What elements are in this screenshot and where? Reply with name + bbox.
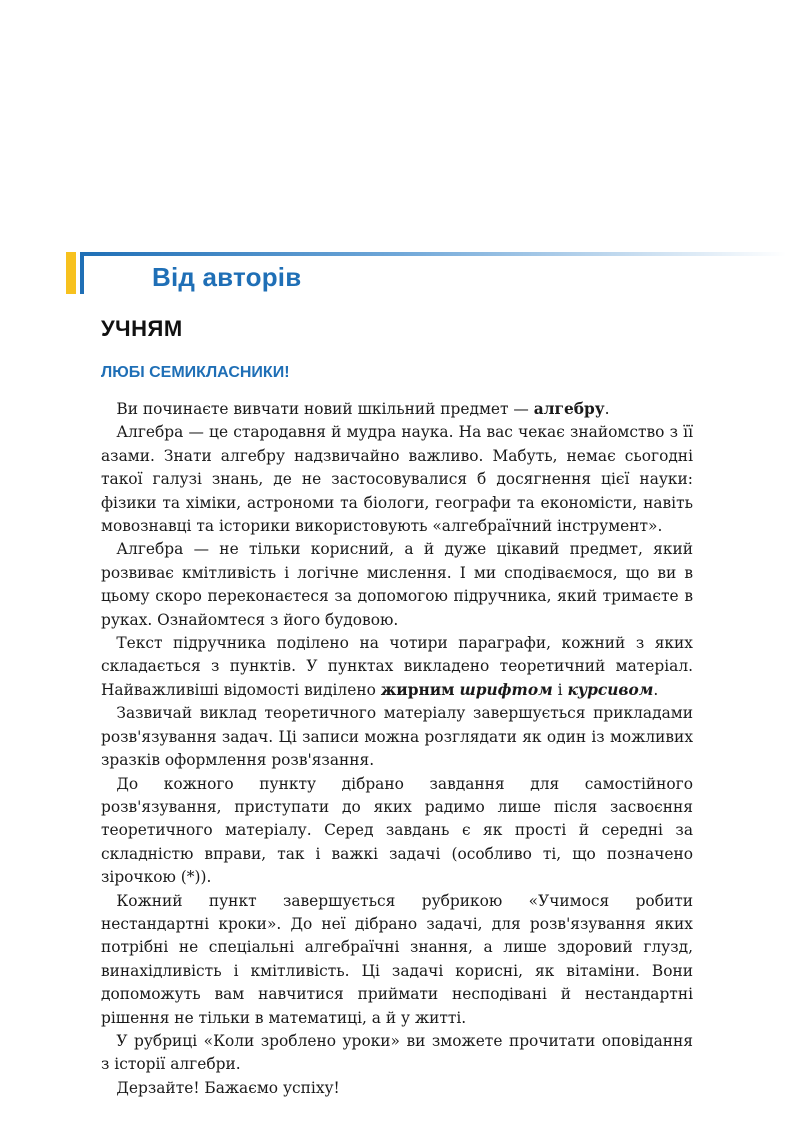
paragraph-3	[101, 538, 693, 632]
emphasis-bold-italic: шрифтом	[459, 680, 553, 699]
emphasis-italic: курсивом	[567, 680, 654, 699]
paragraph-4	[101, 632, 693, 702]
section-title: Від авторів	[152, 262, 302, 292]
header-accent-yellow	[66, 252, 76, 294]
paragraph-4-end: .	[653, 680, 659, 699]
emphasis-algebra: алгебру	[533, 400, 605, 418]
paragraph-9	[101, 1077, 693, 1100]
paragraph-2-text: Алгебра — це стародавня й мудра наука. На вас чекає знайомство з її азами. Знати алгебру надзвичайно важливо. Мабуть, немає сьогодні такої галузі знань, де не застосовувалися б досягнення цієї науки: фізики та хіміки, астрономи та біологи, географи та економісти, навіть мовознавці та історики використовують «алгебраїчний інструмент».	[101, 423, 693, 536]
paragraph-8	[101, 1030, 693, 1077]
paragraph-8-text: У рубриці «Коли зроблено уроки» ви зможете прочитати оповідання з історії алгебри.	[101, 1031, 693, 1074]
paragraph-4-text: Текст підручника поділено на чотири параграфи, кожний з яких складається з пунктів. У пунктах викладено теоретичний матеріал. Найважливіші відомості виділено	[101, 634, 693, 699]
paragraph-7	[101, 890, 693, 1030]
paragraph-6	[101, 773, 693, 890]
paragraph-7-text: Кожний пункт завершується рубрикою «Учимося робити нестандартні кроки». До неї дібрано задачі, для розв'язування яких потрібні не спеціальні алгебраїчні знання, а лише здоровий глузд, винахідливість і кмітливість. Ці задачі корисні, як вітаміни. Вони допоможуть вам навчитися приймати несподівані й нестандартні рішення не тільки в математиці, а й у житті.	[101, 891, 693, 1027]
paragraph-1-end: .	[604, 400, 610, 418]
audience-heading: УЧНЯМ	[101, 316, 183, 341]
body-text	[101, 398, 693, 1100]
paragraph-4-middle: і	[552, 680, 568, 699]
greeting-heading: ЛЮБІ СЕМИКЛАСНИКИ!	[101, 364, 290, 381]
emphasis-bold: жирним	[380, 680, 455, 699]
paragraph-5-text: Зазвичай виклад теоретичного матеріалу завершується прикладами розв'язування задач. Ці записи можна розглядати як один із можливих зразків оформлення розв'язання.	[101, 704, 693, 770]
paragraph-1	[101, 398, 693, 421]
header-rule	[80, 252, 786, 256]
section-header	[66, 252, 786, 294]
paragraph-5	[101, 702, 693, 772]
paragraph-9-text: Дерзайте! Бажаємо успіху!	[116, 1078, 340, 1097]
paragraph-1-text: Ви починаєте вивчати новий шкільний предмет —	[116, 400, 534, 418]
header-accent-blue	[80, 252, 84, 294]
paragraph-6-text: До кожного пункту дібрано завдання для самостійного розв'язування, приступати до яких радимо лише після засвоєння теоретичного матеріалу. Серед завдань є як прості й середні за складністю вправи, так і важкі задачі (особливо ті, що позначено зірочкою (*)).	[101, 774, 693, 887]
paragraph-3-text: Алгебра — не тільки корисний, а й дуже цікавий предмет, який розвиває кмітливість і логічне мислення. І ми сподіваємося, що ви в цьому скоро переконаєтеся за допомогою підручника, який тримаєте в руках. Ознайомтеся з його будовою.	[101, 540, 693, 629]
paragraph-2	[101, 421, 693, 538]
